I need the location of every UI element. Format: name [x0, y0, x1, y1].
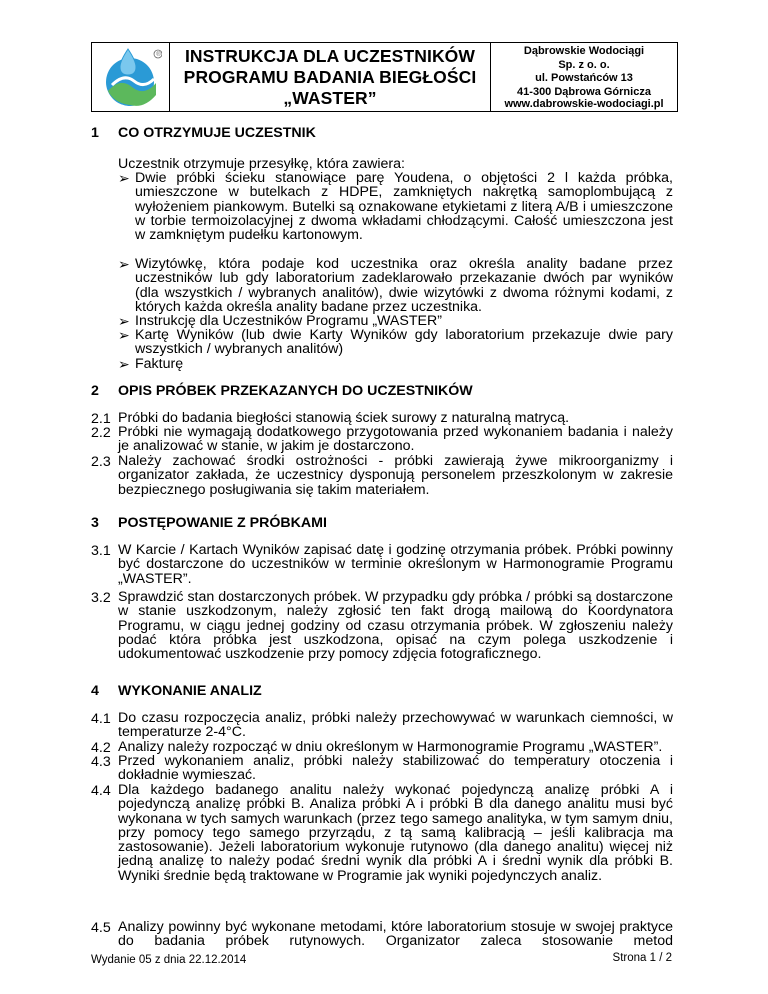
item-text: Do czasu rozpoczęcia analiz, próbki należy przechowywać w warunkach ciemności, w temperaturze 2-4°C. — [118, 710, 673, 741]
company-website: www.dabrowskie-wodociagi.pl — [504, 98, 664, 110]
section-number: 2 — [91, 383, 99, 399]
list-item-text: Instrukcję dla Uczestników Programu „WASTER” — [135, 313, 442, 329]
list-item — [118, 257, 673, 314]
section-number: 1 — [91, 125, 99, 141]
item-text: Analizy powinny być wykonane metodami, które laboratorium stosuje w swojej praktyce do badania próbek rutynowych. Organizator zaleca stosowanie metod — [118, 919, 673, 950]
arrow-bullet-icon: ➢ — [118, 328, 130, 344]
company-name: Dąbrowskie Wodociągi — [523, 45, 645, 57]
item-number: 2.3 — [91, 454, 111, 470]
document-title-line-3: „WASTER” — [283, 87, 377, 108]
arrow-bullet-icon: ➢ — [118, 257, 130, 273]
item-number: 4.2 — [91, 740, 111, 756]
list-item — [118, 328, 673, 357]
section-number: 4 — [91, 683, 99, 699]
list-item-text: Dwie próbki ścieku stanowiące parę Youdena, o objętości 2 l każda próbka, umieszczone w butelkach z HDPE, zamkniętych nakrętką samoplombującą z wyłożeniem piankowym. Butelki są oznakowane etykietami z literą A/B i umieszczone w torbie termoizolacyjnej z dwoma wkładami chłodzącymi. Całość umieszczona jest w zamkniętym pudełku kartonowym. — [135, 170, 673, 244]
item-text: Sprawdzić stan dostarczonych próbek. W przypadku gdy próbka / próbki są dostarczone w stanie uszkodzonym, należy zgłosić ten fakt drogą mailową do Koordynatora Programu, w ciągu jednej godziny od czasu otrzymania próbek. W zgłoszeniu należy podać która próbka jest uszkodzona, opisać na czym polega uszkodzenie i udokumentować uszkodzenie przy pomocy zdjęcia fotograficznego. — [118, 589, 673, 663]
item-number: 4.3 — [91, 754, 111, 770]
list-item-text: Kartę Wyników (lub dwie Karty Wyników gdy laboratorium przekazuje dwie pary wszystkich / wybranych analitów) — [135, 327, 673, 358]
section-title: WYKONANIE ANALIZ — [118, 683, 262, 699]
item-number: 2.2 — [91, 425, 111, 441]
item-text: W Karcie / Kartach Wyników zapisać datę i godzinę otrzymania próbek. Próbki powinny być dostarczone do uczestników w terminie określonym w Harmonogramie Programu „WASTER”. — [118, 542, 673, 587]
list-item — [118, 171, 673, 242]
item-text: Przed wykonaniem analiz, próbki należy stabilizować do temperatury otoczenia i dokładnie wymieszać. — [118, 753, 673, 784]
company-cell — [491, 43, 677, 111]
list-item-text: Wizytówkę, która podaje kod uczestnika oraz określa anality badane przez uczestników lub gdy laboratorium zadeklarowało przekazanie dwóch par wyników (dla wszystkich / wybranych analitów), dwie wizytówki z dwoma różnymi kodami, z których każda określa anality badane przez uczestnika. — [135, 256, 673, 315]
item-number: 4.5 — [91, 920, 111, 936]
item-text: Analizy należy rozpocząć w dniu określonym w Harmonogramie Programu „WASTER”. — [118, 739, 663, 755]
document-title-line-1: INSTRUKCJA DLA UCZESTNIKÓW — [184, 45, 476, 66]
company-form: Sp. z o. o. — [558, 58, 610, 71]
item-number: 3.2 — [91, 590, 111, 606]
document-header — [91, 42, 678, 112]
company-street: ul. Powstańców 13 — [535, 72, 633, 84]
item-number: 3.1 — [91, 543, 111, 559]
item-text: Próbki do badania biegłości stanowią ściek surowy z naturalną matrycą. — [118, 410, 570, 426]
arrow-bullet-icon: ➢ — [118, 314, 130, 330]
footer-edition: Wydanie 05 z dnia 22.12.2014 — [91, 954, 247, 966]
company-city: 41-300 Dąbrowa Górnicza — [517, 85, 651, 98]
list-item — [118, 357, 673, 371]
item-text: Próbki nie wymagają dodatkowego przygotowania przed wykonaniem badania i należy je analizować w stanie, w jakim je dostarczono. — [118, 424, 673, 455]
section-number: 3 — [91, 515, 99, 531]
arrow-bullet-icon: ➢ — [118, 171, 130, 187]
company-info — [491, 43, 677, 110]
logo-cell — [92, 43, 170, 111]
section-title: POSTĘPOWANIE Z PRÓBKAMI — [118, 515, 327, 531]
title-cell — [170, 43, 491, 111]
section-title: OPIS PRÓBEK PRZEKAZANYCH DO UCZESTNIKÓW — [118, 383, 473, 399]
company-logo-icon — [98, 47, 162, 109]
item-text: Dla każdego badanego analitu należy wykonać pojedynczą analizę próbki A i pojedynczą analizę próbki B. Analiza próbki A i próbki B dla danego analitu musi być wykonana w tych samych warunkach (przez tego samego analityka, w tym samym dniu, przy pomocy tego samego przyrządu, z tą samą kalibracją – jeśli kalibracja ma zastosowanie). Jeżeli laboratorium wykonuje rutynowo (dla danego analitu) więcej niż jedną analizę to należy podać średni wynik dla próbki A i średni wynik dla próbki B. Wyniki średnie będą traktowane w Programie jak wyniki pojedynczych analiz. — [118, 782, 673, 884]
section-title: CO OTRZYMUJE UCZESTNIK — [118, 125, 316, 141]
footer-page-number: Strona 1 / 2 — [612, 952, 672, 964]
document-title-line-2: PROGRAMU BADANIA BIEGŁOŚCI — [183, 66, 477, 87]
item-number: 2.1 — [91, 411, 111, 427]
list-item-text: Fakturę — [135, 356, 184, 372]
item-number: 4.4 — [91, 783, 111, 799]
item-number: 4.1 — [91, 711, 111, 727]
svg-text:®: ® — [156, 52, 161, 59]
section-1-intro: Uczestnik otrzymuje przesyłkę, która zawiera: — [118, 156, 405, 172]
item-text: Należy zachować środki ostrożności - próbki zawierają żywe mikroorganizmy i organizator zakłada, że uczestnicy dysponują personelem przeszkolonym w zakresie bezpiecznego posługiwania się takim materiałem. — [118, 453, 673, 498]
arrow-bullet-icon: ➢ — [118, 357, 130, 373]
